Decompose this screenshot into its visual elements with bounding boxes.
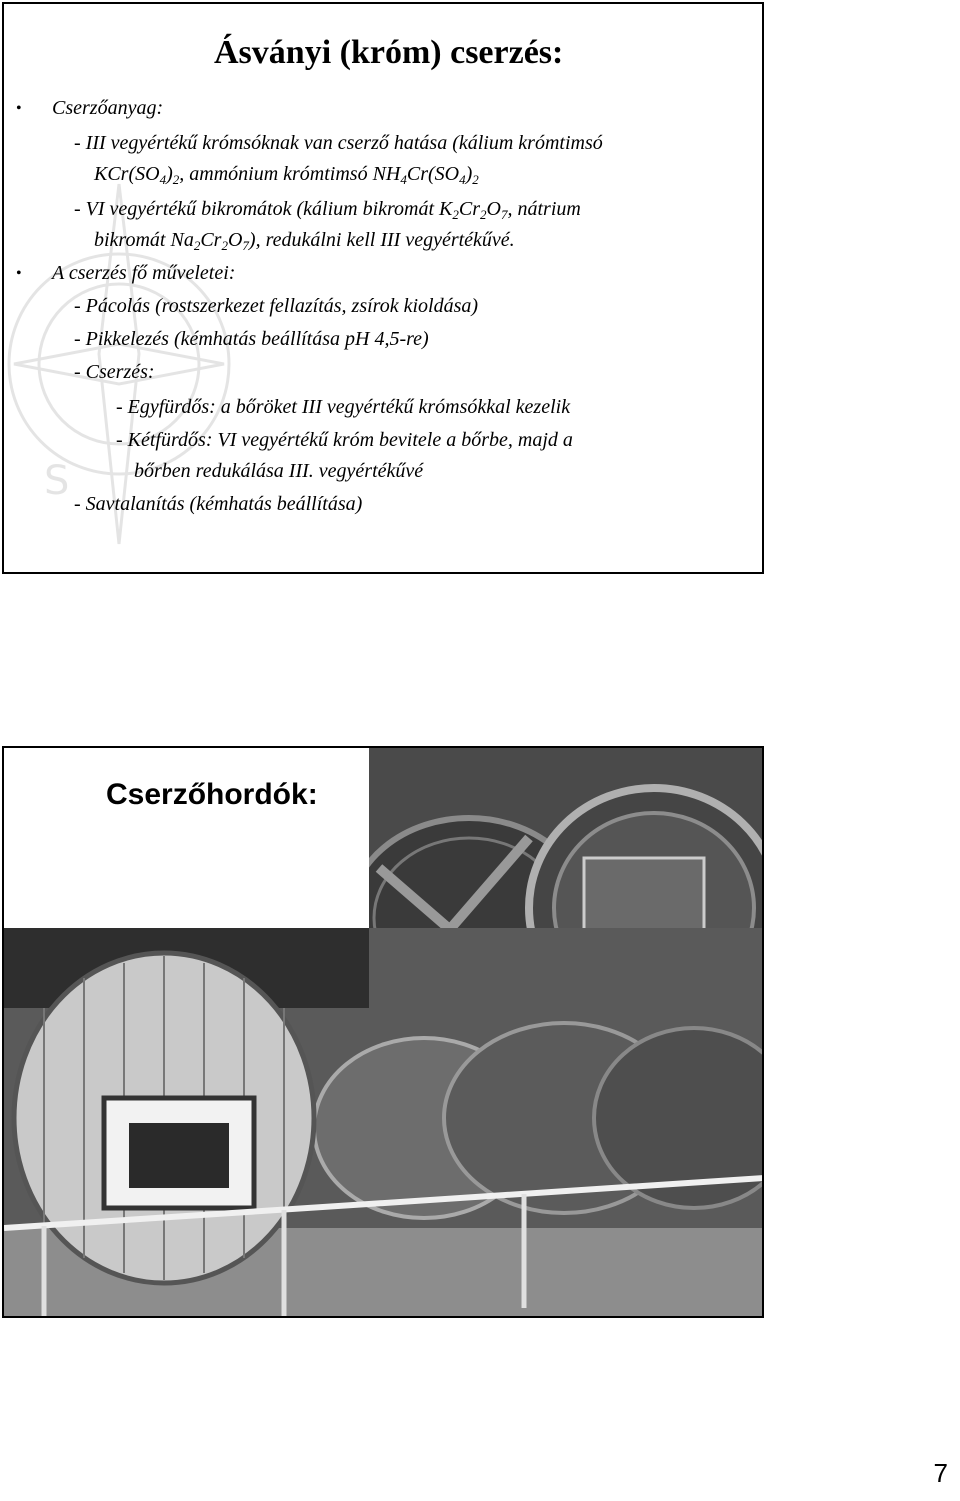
page-number: 7	[933, 1458, 948, 1488]
bullet-dot: •	[16, 265, 22, 282]
slide-title: Cserzőhordók:	[106, 778, 318, 811]
text-line: - Kétfürdős: VI vegyértékű króm bevitele a bőrbe, majd a	[116, 429, 573, 451]
text-line-formula: $KCr(SO_4)_2$, ammónium krómtimsó $NH_4Cr(SO_4)_2$	[94, 163, 479, 187]
text-line: bőrben redukálása III. vegyértékűvé	[134, 460, 424, 482]
bullet-dot: •	[16, 100, 22, 117]
text-line: - III vegyértékű krómsóknak van cserző hatása (kálium krómtimsó	[74, 132, 603, 154]
text-line: - Egyfürdős: a bőröket III vegyértékű krómsókkal kezelik	[116, 396, 571, 418]
text-line: - Pácolás (rostszerkezet fellazítás, zsírok kioldása)	[74, 295, 479, 317]
text-line-formula: bikromát $Na_2Cr_2O_7$), redukálni kell III vegyértékűvé.	[94, 229, 515, 253]
bullet-heading-tanning-agent: Cserzőanyag:	[52, 97, 164, 119]
slide-chrome-tanning	[2, 2, 764, 574]
tanning-drums-photo-bottom	[4, 928, 764, 1318]
slide-tanning-drums	[2, 746, 764, 1318]
text-line-formula: - VI vegyértékű bikromátok (kálium bikromát $K_2Cr_2O_7$, nátrium	[74, 198, 581, 222]
slide-title: Ásványi (króm) cserzés:	[214, 34, 564, 71]
text-line: - Cserzés:	[74, 361, 155, 383]
bullet-heading-main-operations: A cserzés fő műveletei:	[52, 262, 236, 284]
svg-text:S: S	[44, 458, 70, 504]
text-line: - Pikkelezés (kémhatás beállítása pH 4,5-re)	[74, 328, 429, 350]
text-line: - Savtalanítás (kémhatás beállítása)	[74, 493, 363, 515]
